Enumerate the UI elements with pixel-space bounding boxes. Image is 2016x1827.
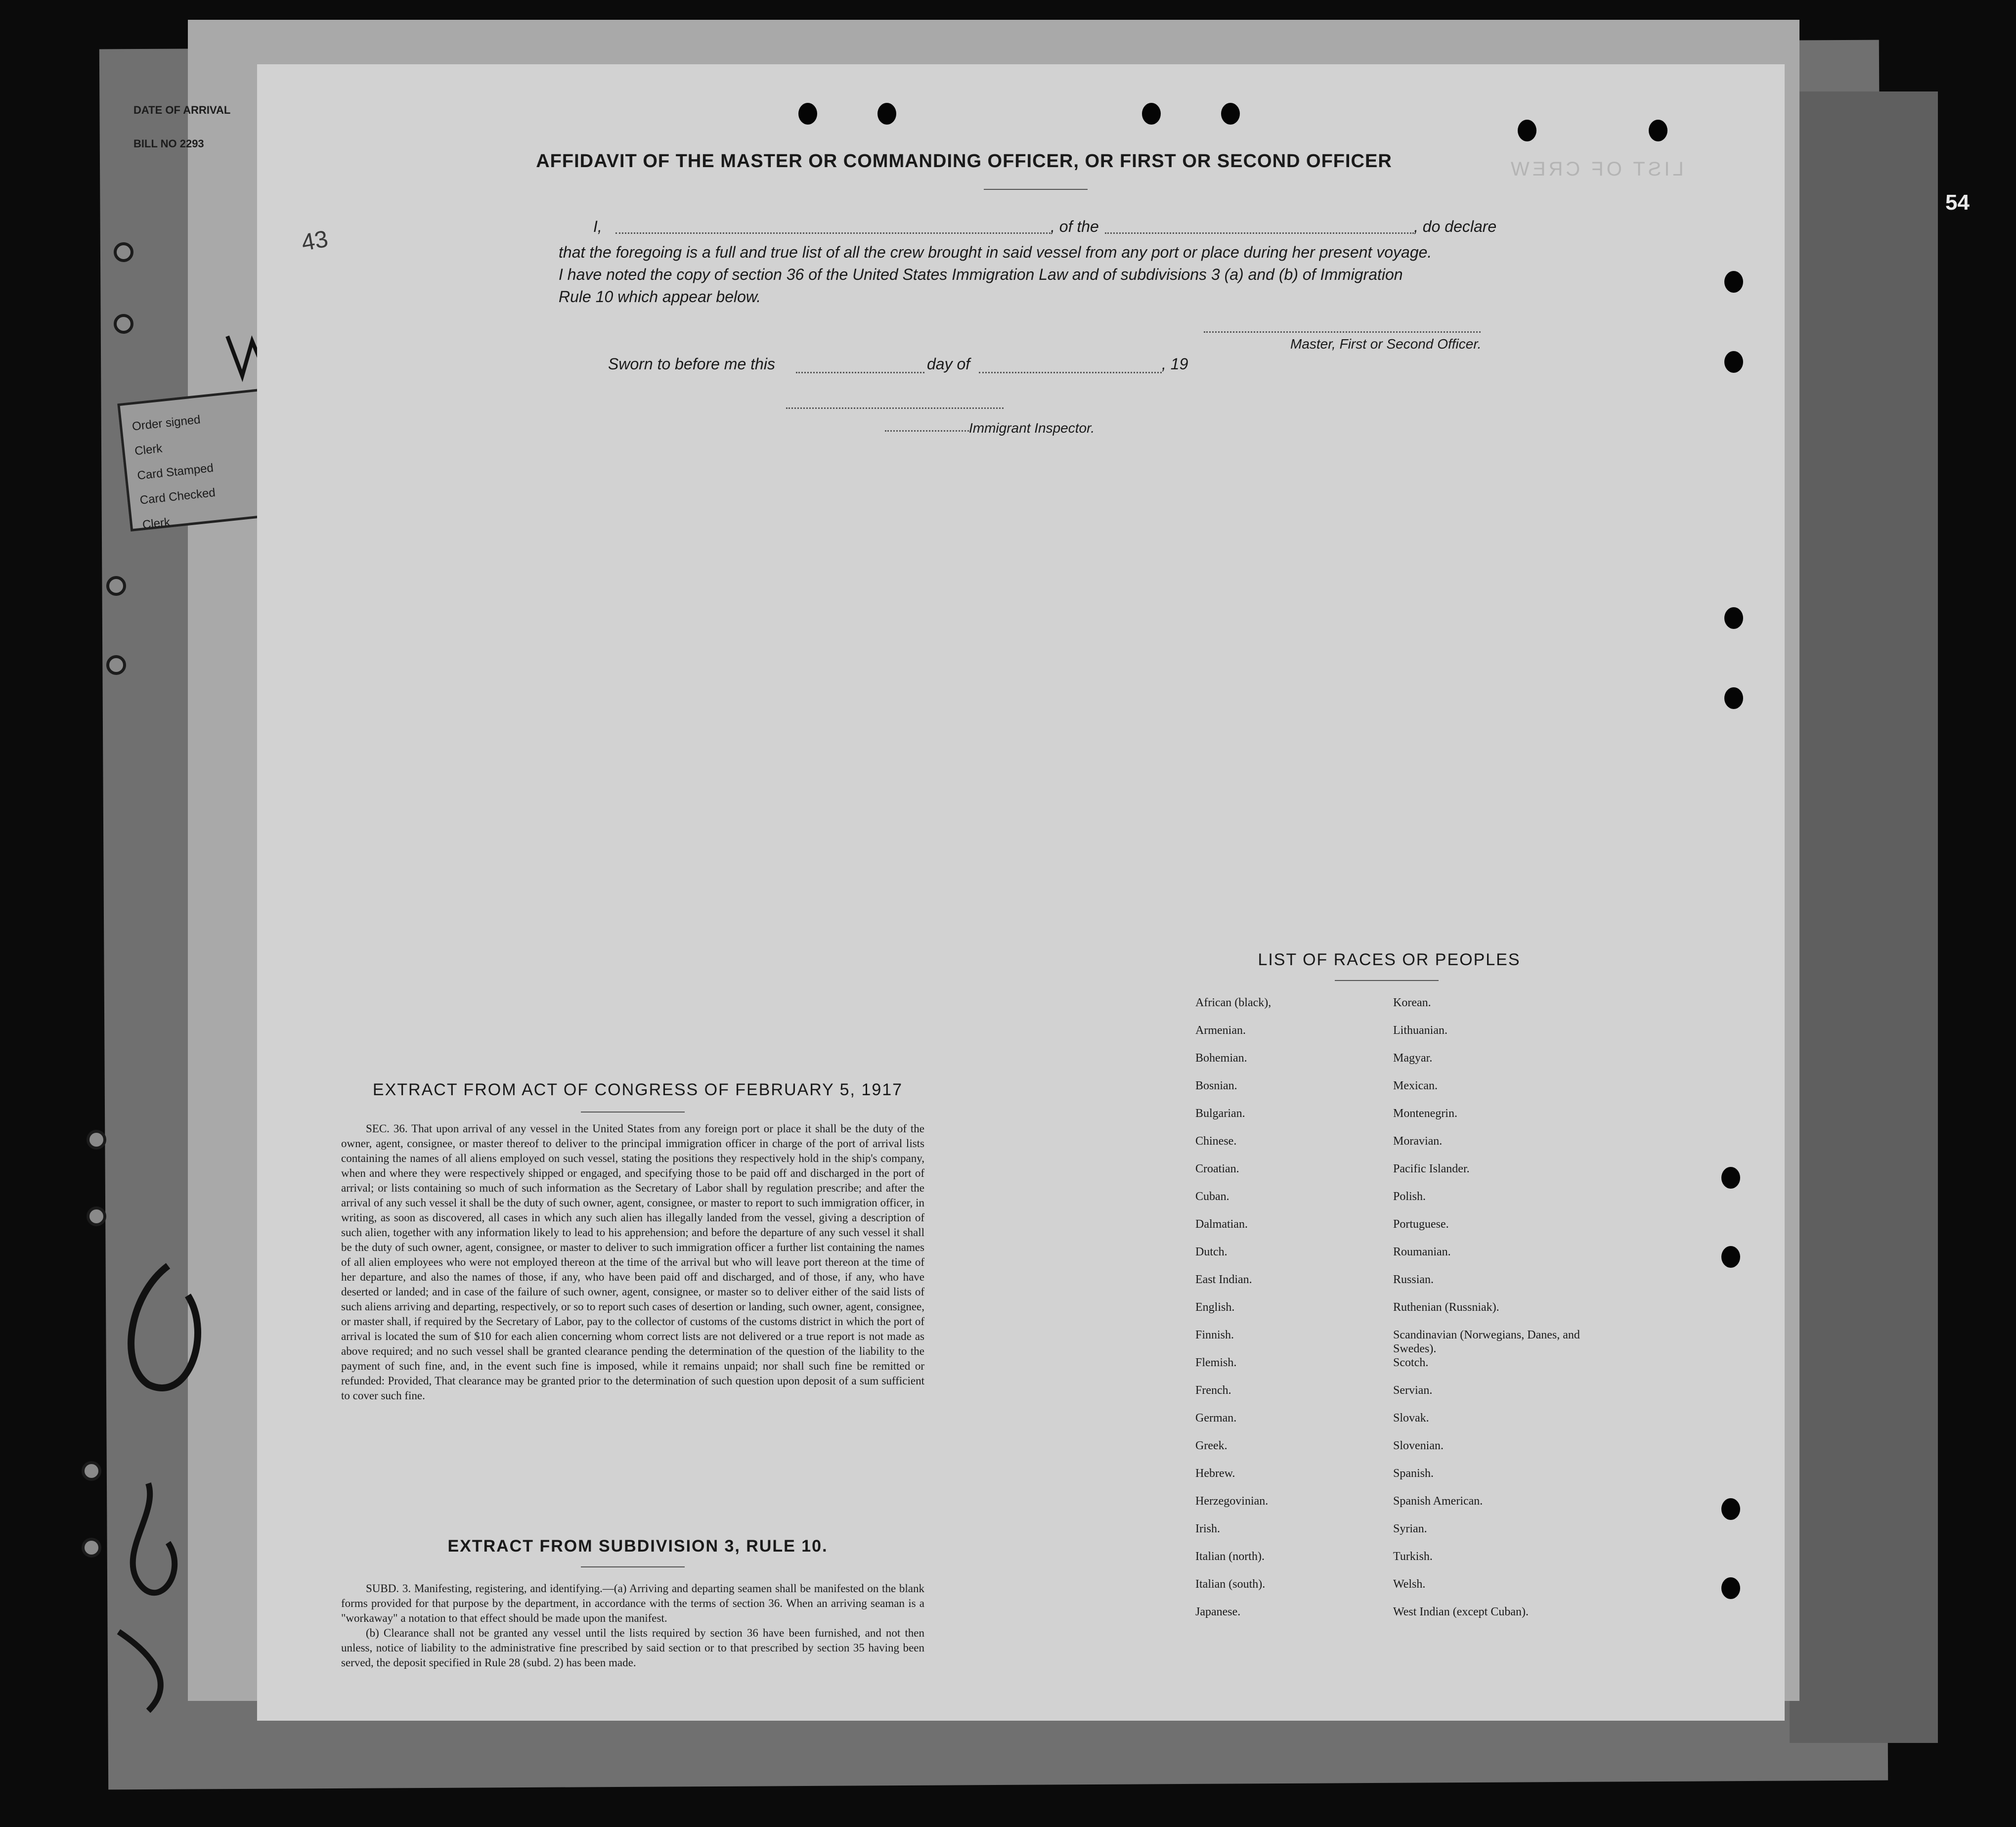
- act-extract-title: EXTRACT FROM ACT OF CONGRESS OF FEBRUARY 5, 1917: [372, 1080, 903, 1099]
- punch-hole: [1724, 271, 1743, 293]
- race-item: Cuban.: [1195, 1190, 1229, 1203]
- affidavit-title: AFFIDAVIT OF THE MASTER OR COMMANDING OFFICER, OR FIRST OR SECOND OFFICER: [536, 151, 1392, 172]
- binder-hole: [106, 576, 126, 596]
- inspector-signature-lead: [885, 430, 969, 432]
- binder-hole: [106, 655, 126, 675]
- race-item: French.: [1195, 1384, 1231, 1397]
- race-item: Greek.: [1195, 1439, 1227, 1452]
- day-of-label: day of: [927, 355, 970, 373]
- race-item: Scotch.: [1393, 1356, 1429, 1369]
- race-item: West Indian (except Cuban).: [1393, 1605, 1529, 1618]
- title-rule: [984, 189, 1088, 190]
- act-title-rule: [581, 1112, 685, 1113]
- race-item: Bulgarian.: [1195, 1107, 1245, 1120]
- vessel-blank: [1105, 232, 1414, 234]
- section-36-text: SEC. 36. That upon arrival of any vessel in the United States from any foreign port or place it shall be the duty of the owner, agent, consignee, or master thereof to deliver to the principal immigration officer in charge of the port of arrival lists containing the names of all aliens employed on such vessel, stating the positions they respectively hold in the ship's company, when and where they were respectively shipped or engaged, and specifying those to be paid off and discharged in the port of arrival; or lists containing so much of such information as the Secretary of Labor shall by regulation prescribe; and after the arrival of any such vessel it shall be the duty of such owner, agent, consignee, or master to report to such immigration officer, in writing, as soon as discovered, all cases in which any such alien has illegally landed from the vessel, giving a description of such alien, together with any information likely to lead to his apprehension; and before the departure of any such vessel it shall be the duty of such owner, agent, consignee, or master to deliver to such immigration officer a further list containing the names of all alien employees who were not employed thereon at the time of the arrival but who will leave port thereon at the time of her departure, and also the names of those, if any, who have been paid off and discharged, and of those, if any, who have deserted or landed; and in case of the failure of such owner, agent, consignee, or master so to deliver either of the said lists of such aliens arriving and departing, respectively, or so to report such cases of desertion or landing, such owner, agent, consignee, or master shall, if required by the Secretary of Labor, pay to the collector of customs of the customs district in which the port of arrival is located the sum of $10 for each alien concerning whom correct lists are not delivered or a true report is not made as above required; and no such vessel shall be granted clearance pending the determination of the question of the liability to the payment of such fine, and, in the event such fine is imposed, while it remains unpaid; nor shall such fine be remitted or refunded: Provided, That clearance may be granted prior to the determination of such question upon deposit of a sum sufficient to cover such fine.: [341, 1122, 924, 1402]
- sheet-number: 54: [1945, 190, 1970, 215]
- race-item: Montenegrin.: [1393, 1107, 1457, 1120]
- arrival-stamp: [133, 104, 257, 213]
- race-item: Moravian.: [1393, 1135, 1443, 1148]
- punch-hole: [1724, 607, 1743, 629]
- inspector-signature-line: [786, 407, 1004, 409]
- clerk-stamp-line: Card Checked: [139, 486, 216, 507]
- i-label: I,: [593, 218, 602, 235]
- race-item: Russian.: [1393, 1273, 1434, 1286]
- race-item: Korean.: [1393, 996, 1431, 1009]
- punch-hole: [1721, 1246, 1740, 1268]
- punch-hole: [1142, 103, 1161, 125]
- day-blank: [796, 372, 924, 373]
- declaration-line: that the foregoing is a full and true list of all the crew brought in said vessel from any port or place during her present voyage.: [559, 243, 1432, 261]
- race-item: African (black),: [1195, 996, 1271, 1009]
- name-blank: [615, 232, 1051, 234]
- race-item: Herzegovinian.: [1195, 1495, 1269, 1508]
- clerk-stamp-line: Clerk: [141, 515, 171, 532]
- right-sheet-edge: [1790, 91, 1938, 1743]
- race-item: Pacific Islander.: [1393, 1162, 1470, 1175]
- rule-extract-body: [341, 1581, 924, 1670]
- races-title: LIST OF RACES OR PEOPLES: [1258, 950, 1521, 969]
- arrival-label: DATE OF ARRIVAL: [133, 104, 231, 116]
- of-the-label: , of the: [1051, 218, 1099, 235]
- subdivision-b-text: (b) Clearance shall not be granted any vessel until the lists required by section 36 have been furnished, and not then unless, notice of liability to the administrative fine prescribed by said section or to that prescribed by section 35 having been served, the deposit specified in Rule 28 (subd. 2) has been made.: [341, 1627, 924, 1669]
- race-item: Dalmatian.: [1195, 1218, 1248, 1231]
- punch-hole: [1721, 1577, 1740, 1599]
- punch-hole: [1649, 120, 1667, 141]
- race-item: Syrian.: [1393, 1522, 1427, 1535]
- race-item: Hebrew.: [1195, 1467, 1235, 1480]
- declaration-line: I have noted the copy of section 36 of the United States Immigration Law and of subdivisions 3 (a) and (b) of Immigration: [559, 266, 1403, 283]
- races-left-column: [1195, 996, 1403, 1633]
- binder-hole: [87, 1130, 106, 1150]
- binder-hole: [114, 242, 133, 262]
- punch-hole: [1724, 687, 1743, 709]
- race-item: Welsh.: [1393, 1578, 1426, 1591]
- race-item: Flemish.: [1195, 1356, 1237, 1369]
- race-item: Spanish.: [1393, 1467, 1434, 1480]
- punch-hole: [1724, 351, 1743, 373]
- binder-hole: [87, 1206, 106, 1226]
- race-item: Slovak.: [1393, 1412, 1429, 1425]
- clerk-stamp-line: Clerk: [134, 442, 163, 458]
- master-signature-line: [1204, 331, 1481, 333]
- year-label: , 19: [1162, 355, 1188, 373]
- race-item: Polish.: [1393, 1190, 1426, 1203]
- declare-label: , do declare: [1414, 218, 1497, 235]
- race-item: German.: [1195, 1412, 1237, 1425]
- race-item: Turkish.: [1393, 1550, 1433, 1563]
- race-item: East Indian.: [1195, 1273, 1252, 1286]
- race-item: Spanish American.: [1393, 1495, 1483, 1508]
- race-item: Servian.: [1393, 1384, 1433, 1397]
- punch-hole: [798, 103, 817, 125]
- race-item: Mexican.: [1393, 1079, 1438, 1092]
- inspector-caption: Immigrant Inspector.: [969, 420, 1095, 436]
- race-item: Lithuanian.: [1393, 1024, 1447, 1037]
- sworn-label: Sworn to before me this: [608, 355, 775, 373]
- race-item: Magyar.: [1393, 1052, 1433, 1065]
- race-item: Italian (north).: [1195, 1550, 1265, 1563]
- clerk-stamp: [117, 388, 278, 532]
- bill-label: BILL NO: [133, 137, 177, 150]
- races-title-rule: [1335, 980, 1439, 981]
- race-item: Roumanian.: [1393, 1246, 1451, 1258]
- rule-title-rule: [581, 1566, 685, 1567]
- month-blank: [979, 372, 1162, 373]
- race-item: Croatian.: [1195, 1162, 1239, 1175]
- race-item: Italian (south).: [1195, 1578, 1266, 1591]
- race-item: Portuguese.: [1393, 1218, 1449, 1231]
- race-item: Slovenian.: [1393, 1439, 1444, 1452]
- race-item: Finnish.: [1195, 1329, 1234, 1341]
- punch-hole: [877, 103, 896, 125]
- race-item: Scandinavian (Norwegians, Danes, and Swedes).: [1393, 1329, 1580, 1355]
- declaration-line: Rule 10 which appear below.: [559, 288, 761, 306]
- clerk-stamp-line: Card Stamped: [136, 461, 215, 483]
- punch-hole: [1221, 103, 1240, 125]
- bleed-through-header: LIST OF CREW: [1508, 158, 1684, 180]
- race-item: Irish.: [1195, 1522, 1220, 1535]
- rule-extract-title: EXTRACT FROM SUBDIVISION 3, RULE 10.: [447, 1537, 828, 1556]
- binder-hole: [114, 314, 133, 334]
- punch-hole: [1721, 1498, 1740, 1520]
- bill-row: [133, 137, 257, 150]
- master-caption: Master, First or Second Officer.: [1290, 336, 1482, 352]
- race-item: English.: [1195, 1301, 1235, 1314]
- punch-hole: [1518, 120, 1536, 141]
- races-right-column: [1393, 996, 1591, 1633]
- race-item: Bosnian.: [1195, 1079, 1237, 1092]
- race-item: Japanese.: [1195, 1605, 1241, 1618]
- race-item: Ruthenian (Russniak).: [1393, 1301, 1499, 1314]
- subdivision-a-text: SUBD. 3. Manifesting, registering, and identifying.—(a) Arriving and departing seamen shall be manifested on the blank forms provided for that purpose by the department, in accordance with the terms of section 36. When an arriving seaman is a "workaway" a notation to that effect should be made upon the manifest.: [341, 1582, 924, 1624]
- race-item: Dutch.: [1195, 1246, 1227, 1258]
- handwriting-scrawl: [89, 1236, 267, 1780]
- act-extract-body: [341, 1121, 924, 1403]
- clerk-stamp-line: Order signed: [131, 413, 201, 434]
- race-item: Chinese.: [1195, 1135, 1237, 1148]
- pencil-note: 43: [299, 225, 330, 257]
- bill-value: 2293: [179, 137, 204, 150]
- punch-hole: [1721, 1167, 1740, 1189]
- race-item: Armenian.: [1195, 1024, 1246, 1037]
- race-item: Bohemian.: [1195, 1052, 1247, 1065]
